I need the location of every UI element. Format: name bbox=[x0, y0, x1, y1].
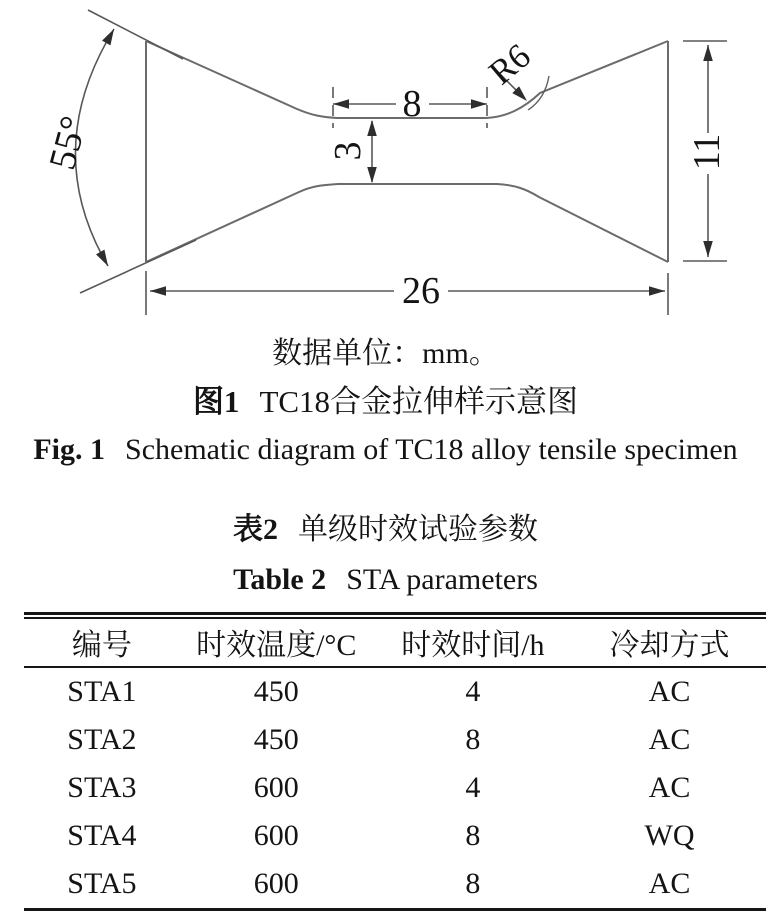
cell-temp: 600 bbox=[253, 866, 299, 900]
figure-caption-en-text: Schematic diagram of TC18 alloy tensile specimen bbox=[125, 433, 738, 467]
cell-time: 4 bbox=[465, 770, 481, 804]
header-aging-temp: 时效温度/°C bbox=[196, 629, 357, 663]
cell-time: 8 bbox=[465, 818, 481, 852]
cell-id: STA3 bbox=[67, 770, 137, 804]
cell-temp: 450 bbox=[253, 722, 299, 756]
table-row bbox=[24, 667, 766, 716]
table-caption-en-label: Table 2 bbox=[233, 563, 327, 597]
cell-cooling: AC bbox=[648, 770, 691, 804]
cell-id: STA4 bbox=[67, 818, 137, 852]
unit-note: 数据单位：mm。 bbox=[272, 337, 499, 370]
header-cooling-mode: 冷却方式 bbox=[609, 629, 730, 663]
cell-time: 8 bbox=[465, 722, 481, 756]
dim-label-fillet-radius: R6 bbox=[481, 36, 538, 93]
dim-label-gauge-length: 8 bbox=[402, 83, 422, 125]
dim-label-shoulder-angle: 55° bbox=[41, 111, 96, 175]
arrow-angle-bottom bbox=[96, 250, 112, 269]
dim-label-head-width: 11 bbox=[686, 133, 728, 171]
table-row bbox=[24, 716, 766, 764]
table-caption-en-text: STA parameters bbox=[346, 563, 538, 597]
arrow-length-right bbox=[649, 286, 665, 296]
cell-cooling: AC bbox=[648, 722, 691, 756]
arrow-head-bottom bbox=[703, 241, 713, 257]
cell-time: 8 bbox=[465, 866, 481, 900]
arrow-gauge-right bbox=[471, 99, 487, 109]
angle-extension-bottom bbox=[80, 240, 196, 293]
cell-cooling: WQ bbox=[644, 818, 695, 852]
cell-time: 4 bbox=[465, 674, 481, 708]
cell-temp: 600 bbox=[253, 770, 299, 804]
table-caption-zh-text: 单级时效试验参数 bbox=[298, 512, 538, 546]
cell-cooling: AC bbox=[648, 866, 691, 900]
figure-caption-zh bbox=[0, 383, 771, 419]
table-caption-en bbox=[0, 564, 771, 596]
dim-label-gauge-width: 3 bbox=[327, 141, 369, 161]
cell-id: STA5 bbox=[67, 866, 137, 900]
arrow-head-top bbox=[703, 45, 713, 61]
figure-caption-zh-text: TC18合金拉伸样示意图 bbox=[259, 383, 579, 419]
dim-label-total-length: 26 bbox=[402, 270, 440, 312]
figure-caption-en bbox=[0, 434, 771, 466]
arrow-width-top bbox=[367, 120, 377, 136]
table-caption-zh-label: 表2 bbox=[233, 512, 278, 546]
arrow-width-bottom bbox=[367, 167, 377, 183]
figure-caption-en-label: Fig. 1 bbox=[33, 433, 106, 467]
sta-parameters-table bbox=[24, 612, 766, 911]
figure-caption-zh-label: 图1 bbox=[192, 383, 240, 419]
specimen-outline bbox=[146, 41, 668, 262]
fillet-radius-arc bbox=[528, 76, 549, 110]
cell-temp: 600 bbox=[253, 818, 299, 852]
table-row bbox=[24, 812, 766, 860]
cell-cooling: AC bbox=[648, 674, 691, 708]
cell-temp: 450 bbox=[253, 674, 299, 708]
arrow-angle-top bbox=[102, 27, 118, 46]
header-aging-time: 时效时间/h bbox=[401, 629, 545, 663]
dimension-arrows bbox=[96, 27, 713, 296]
table-caption-zh bbox=[0, 514, 771, 546]
cell-id: STA2 bbox=[67, 722, 137, 756]
table-row bbox=[24, 764, 766, 812]
figure-1-diagram bbox=[0, 0, 771, 330]
specimen-bottom-profile bbox=[146, 184, 668, 262]
cell-id: STA1 bbox=[67, 674, 137, 708]
arrow-gauge-left bbox=[333, 99, 349, 109]
arrow-length-left bbox=[150, 286, 166, 296]
header-specimen-id: 编号 bbox=[71, 629, 132, 663]
table-row bbox=[24, 860, 766, 910]
tensile-specimen-drawing bbox=[0, 0, 771, 330]
table-header-row bbox=[24, 619, 766, 667]
